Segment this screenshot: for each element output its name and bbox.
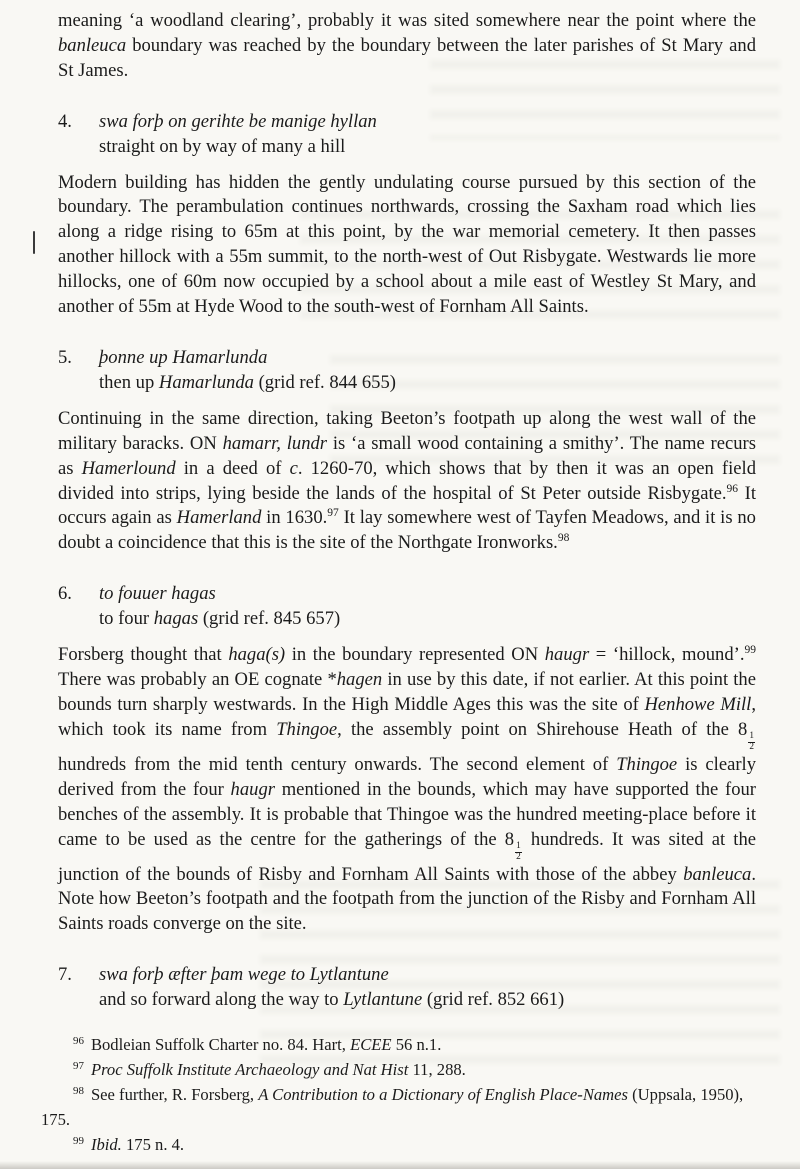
footnote-marker: 99 — [73, 1134, 84, 1147]
entry-lines — [99, 963, 756, 1013]
footnote — [41, 1032, 756, 1057]
text-run: Continuing in the same direction, taking Beeton’s footpath up along the west wall of the military baracks. ON — [58, 407, 756, 454]
italic-term: Hamarlunda — [158, 371, 254, 393]
pencil-margin-mark — [33, 231, 35, 254]
italic-term: hagas — [153, 608, 199, 630]
entry-heading-old-english — [99, 963, 756, 988]
entry-heading-old-english — [99, 582, 756, 607]
footnote — [41, 1132, 756, 1157]
text-run: (grid ref. 844 655) — [253, 371, 396, 393]
entry-translation — [99, 371, 756, 396]
entry-lines — [99, 346, 756, 396]
text-run: in use by this date, if not earlier. At this point the bounds turn sharply westwards. In the High Middle Ages this was the site of — [58, 668, 756, 715]
footnote-marker: 96 — [73, 1034, 84, 1047]
fraction — [748, 732, 755, 753]
text-run: in a deed of — [175, 457, 290, 479]
footnote-reference: 98 — [557, 532, 570, 545]
entry-4 — [58, 110, 756, 160]
scan-bottom-edge — [0, 1161, 800, 1169]
italic-term: swa forþ on gerihte be manige hyllan — [99, 110, 377, 132]
text-run: mentioned in the bounds, which may have supported the four benches of the assembly. It is probable that Thingoe was the hundred meeting-place before it came to be used as the centre for the gatherings of the 8 — [58, 778, 756, 850]
entry-lines — [99, 582, 756, 632]
italic-term: A Contribution to a Dictionary of English Place-Names — [258, 1085, 628, 1105]
italic-term: haugr — [230, 778, 275, 800]
footnote — [41, 1082, 756, 1132]
entry-number: 7. — [58, 964, 72, 986]
text-run: = ‘hillock, mound’. — [589, 644, 745, 666]
footnote-marker: 98 — [73, 1084, 84, 1097]
entry-7 — [58, 963, 756, 1013]
page-text-column — [41, 9, 757, 1157]
fraction — [515, 842, 522, 863]
entry-heading-old-english — [99, 110, 756, 135]
paragraph-entry-4 — [58, 171, 756, 320]
italic-term: Hamerland — [176, 507, 262, 529]
entry-5 — [58, 346, 756, 396]
italic-term: hagen — [336, 668, 383, 690]
text-run: and so forward along the way to — [99, 989, 344, 1011]
text-run: 175 n. 4. — [121, 1135, 185, 1155]
italic-term: Henhowe Mill — [644, 693, 752, 715]
italic-term: c — [289, 457, 298, 479]
entry-translation — [99, 988, 756, 1013]
italic-term: Proc Suffolk Institute Archaeology and Nat Hist — [90, 1060, 409, 1080]
footnote-marker: 97 — [73, 1059, 84, 1072]
footnote — [41, 1057, 756, 1082]
text-run: straight on by way of many a hill — [99, 135, 346, 157]
text-run: in the boundary represented ON — [285, 644, 545, 666]
text-run: is ‘a small wood containing a smithy’. The name recurs as — [58, 432, 756, 479]
text-run: . Note how Beeton’s footpath and the footpath from the junction of the Risby and Fornham All Saints roads converge on the site. — [58, 863, 756, 935]
text-run: hundreds from the mid tenth century onwards. The second element of — [58, 753, 617, 775]
fraction-denominator: 2 — [516, 851, 521, 862]
text-run: meaning ‘a woodland clearing’, probably it was sited somewhere near the point where the — [58, 10, 756, 31]
paragraph-entry-5 — [58, 407, 756, 556]
text-run: . 1260-70, which shows that by then it was an open field divided into strips, lying beside the lands of the hospital of St Peter outside Risbygate. — [58, 457, 757, 504]
italic-term: banleuca — [58, 34, 127, 56]
entry-translation — [99, 607, 756, 632]
italic-term: Hamerlound — [81, 457, 176, 479]
entry-lines — [99, 110, 756, 160]
italic-term: banleuca — [683, 863, 752, 885]
footnote-reference: 97 — [327, 507, 339, 520]
entry-number: 5. — [58, 346, 72, 368]
text-run: Bodleian Suffolk Charter no. 84. Hart, — [90, 1035, 351, 1055]
italic-term: Lytlantune — [343, 989, 423, 1011]
fraction-denominator: 2 — [749, 742, 755, 753]
italic-term: to fouuer hagas — [99, 583, 216, 605]
text-run: in 1630. — [261, 507, 328, 529]
paragraph-entry-6 — [58, 643, 756, 937]
footnotes-section — [41, 1032, 756, 1157]
text-run: (grid ref. 845 657) — [198, 608, 341, 630]
italic-term: ECEE — [350, 1035, 392, 1055]
italic-term: Ibid. — [90, 1135, 122, 1155]
text-run: to four — [99, 608, 154, 630]
text-run: It lay somewhere west of Tayfen Meadows, and it is no doubt a coincidence that this is the site of the Northgate Ironworks. — [58, 507, 756, 554]
text-run: is clearly derived from the four — [58, 753, 756, 800]
text-run: 11, 288. — [408, 1060, 466, 1080]
entry-number: 6. — [58, 583, 72, 605]
fraction-numerator: 1 — [516, 841, 521, 852]
italic-term: Thingoe — [616, 753, 678, 775]
text-run: 56 n.1. — [391, 1035, 442, 1055]
text-run: , which took its name from — [58, 693, 756, 740]
text-run: It occurs again as — [58, 482, 756, 529]
entry-heading-old-english — [99, 346, 756, 371]
text-run: , the assembly point on Shirehouse Heath of the 8 — [337, 718, 748, 740]
italic-term: Thingoe — [276, 718, 338, 740]
text-run: (Uppsala, 1950), 175. — [41, 1085, 744, 1130]
text-run: boundary was reached by the boundary between the later parishes of St Mary and St James. — [58, 34, 756, 81]
text-run: There was probably an OE cognate * — [58, 668, 337, 690]
text-run: Modern building has hidden the gently undulating course pursued by this section of the boundary. The perambulation continues northwards, crossing the Saxham road which lies along a ridge rising to 65m at this point, by the war memorial cemetery. It then passes another hillock with a 55m summit, to the north-west of Out Risbygate. Westwards lie more hillocks, one of 60m now occupied by a school about a mile east of Westley St Mary, and another of 55m at Hyde Wood to the south-west of Fornham All Saints. — [58, 171, 756, 318]
text-run: See further, R. Forsberg, — [90, 1085, 259, 1105]
entry-translation — [99, 135, 756, 160]
text-run: Forsberg thought that — [58, 644, 229, 666]
text-run: hundreds. It was sited at the junction of the bounds of Risby and Fornham All Saints with those of the abbey — [58, 828, 756, 885]
entry-6 — [58, 582, 756, 632]
italic-term: haugr — [544, 644, 590, 666]
italic-term: swa forþ æfter þam wege to Lytlantune — [99, 964, 389, 986]
italic-term: haga(s) — [228, 644, 286, 666]
italic-term: hamarr, lundr — [222, 432, 328, 454]
footnote-reference: 96 — [726, 482, 739, 495]
footnote-reference: 99 — [744, 643, 756, 656]
entry-number: 4. — [58, 110, 72, 132]
fraction-numerator: 1 — [749, 731, 755, 742]
paragraph-intro — [58, 9, 756, 84]
italic-term: þonne up Hamarlunda — [99, 346, 268, 368]
text-run: then up — [99, 371, 159, 393]
text-run: (grid ref. 852 661) — [422, 989, 565, 1011]
